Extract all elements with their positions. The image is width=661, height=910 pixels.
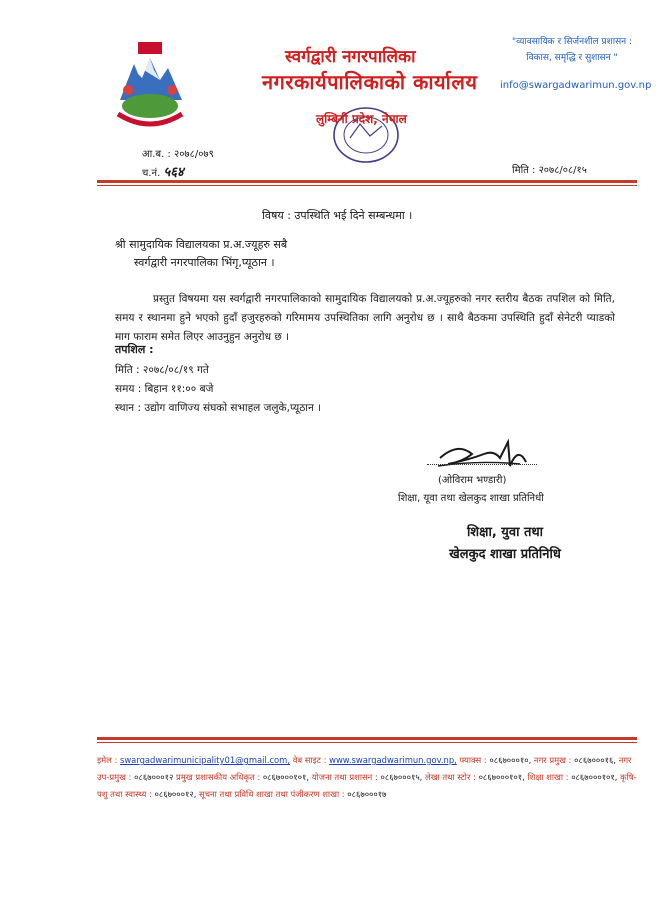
letter-date: [512, 162, 587, 176]
footer-divider: [97, 737, 637, 740]
motto-line-1: "व्यावसायिक र सिर्जनशील प्रशासन :: [511, 37, 633, 47]
footer-cao-label: प्रमुख प्रशासकीय अधिकृत :: [176, 772, 261, 782]
details-list: [115, 361, 321, 418]
footer-email-label: इमेल :: [97, 755, 118, 765]
footer-education-label: शिक्षा शाखा :: [527, 772, 569, 782]
motto-line-2: विकास, समृद्धि र सुशासन ": [526, 53, 618, 63]
date-label: मिति :: [512, 165, 536, 176]
signature-line: [427, 464, 537, 465]
signer-designation: शिक्षा, यूवा तथा खेलकुद शाखा प्रतिनिधी: [398, 493, 544, 504]
office-address: लुम्बिनी प्रदेश, नेपाल: [316, 112, 407, 126]
footer-mayor-label: नगर प्रमुख :: [533, 755, 572, 765]
footer-fax-label: फ्याक्स :: [459, 755, 487, 765]
fiscal-year: [142, 146, 214, 160]
details-time: समय : बिहान ११:०० बजे: [115, 383, 214, 395]
ref-value: ५६४: [163, 165, 184, 180]
footer-it-label: सूचना तथा प्रविधि शाखा तथा पंजीकरण शाखा :: [199, 789, 345, 799]
header-divider: [97, 180, 637, 183]
letter-body: प्रस्तुत विषयमा यस स्वर्गद्वारी नगरपालिकाको सामुदायिक विद्यालयको प्र.अ.ज्यूहरुको नगर स्तरीय बैठक तपशिल को मिति, समय र स्थानमा हुने भएको हुदाँ हजुरहरुको गरिमामय उपस्थितिका लागि अनुरोध छ । साथै बैठकमा उपस्थिति हुदाँ सेनेटरी प्याडको माग फाराम समेत लिएर आउनुहुन अनुरोध छ ।: [115, 293, 615, 343]
footer-website-label: वेब साइट :: [292, 755, 327, 765]
signature-icon: [428, 436, 540, 476]
footer-planning: ०८६७०००१५,: [380, 772, 423, 782]
footer-it: ०८६७०००१७: [347, 789, 387, 799]
footer-fax: ०८६७०००१०,: [489, 755, 532, 765]
details-date: मिति : २०७८/०८/१९ गते: [115, 364, 209, 376]
stamp-line-2: खेलकुद शाखा प्रतिनिधि: [449, 547, 561, 562]
green-hills-icon: [122, 94, 178, 118]
reference-number: [142, 162, 184, 180]
footer-accounts-label: लेखा तथा स्टोर :: [425, 772, 476, 782]
header-email[interactable]: info@swargadwarimun.gov.np: [500, 80, 652, 91]
municipality-name: स्वर्गद्वारी नगरपालिका: [285, 47, 416, 67]
footer-accounts: ०८६७०००१०१,: [478, 772, 525, 782]
ref-label: च.नं.: [142, 168, 161, 179]
signer-name: (ओविराम भण्डारी): [438, 475, 507, 486]
footer-agri-label: कृषि-पशु तथा स्वास्थ्य :: [97, 772, 637, 799]
header-divider-thin: [97, 185, 637, 186]
nepal-emblem-logo: [112, 40, 188, 132]
footer-education: ०८६७०००१०१,: [571, 772, 618, 782]
footer-divider-thin: [97, 742, 637, 743]
fiscal-year-value: २०७८/०७९: [174, 149, 214, 160]
stamp-line-1: शिक्षा, युवा तथा: [466, 525, 544, 540]
motto: [497, 34, 647, 66]
footer-planning-label: योजना तथा प्रशासन :: [311, 772, 378, 782]
footer-deputy-label: नगर उप-प्रमुख :: [97, 755, 632, 782]
details-heading: तपशिल :: [115, 343, 154, 356]
recipient-line-1: श्री सामुदायिक विद्यालयका प्र.अ.ज्यूहरु सबै: [115, 238, 288, 251]
fiscal-year-label: आ.ब. :: [142, 149, 171, 160]
details-venue: स्थान : उद्योग वाणिज्य संघको सभाहल जलुके,प्यूठान ।: [115, 402, 322, 414]
letter-subject: विषय : उपस्थिति भई दिने सम्बन्धमा ।: [262, 209, 413, 222]
emblem-flag-icon: [138, 42, 162, 54]
footer-agri: ०८६७०००१२,: [154, 789, 197, 799]
footer-mayor: ०८६७०००१६,: [574, 755, 617, 765]
designation-stamp: [440, 522, 570, 566]
footer-website-link[interactable]: www.swargadwarimun.gov.np,: [329, 755, 457, 765]
footer-deputy: ०८६७०००१२: [134, 772, 174, 782]
footer-contacts: [97, 752, 642, 803]
recipient-line-2: स्वर्गद्वारी नगरपालिका भिंगृ,प्यूठान ।: [134, 256, 275, 269]
footer-email-link[interactable]: swargadwarimunicipality01@gmail.com,: [119, 755, 291, 765]
office-name: नगरकार्यपालिकाको कार्यालय: [262, 70, 478, 94]
footer-cao: ०८६७०००१०१,: [262, 772, 310, 782]
date-value: २०७८/०८/१५: [538, 165, 587, 176]
